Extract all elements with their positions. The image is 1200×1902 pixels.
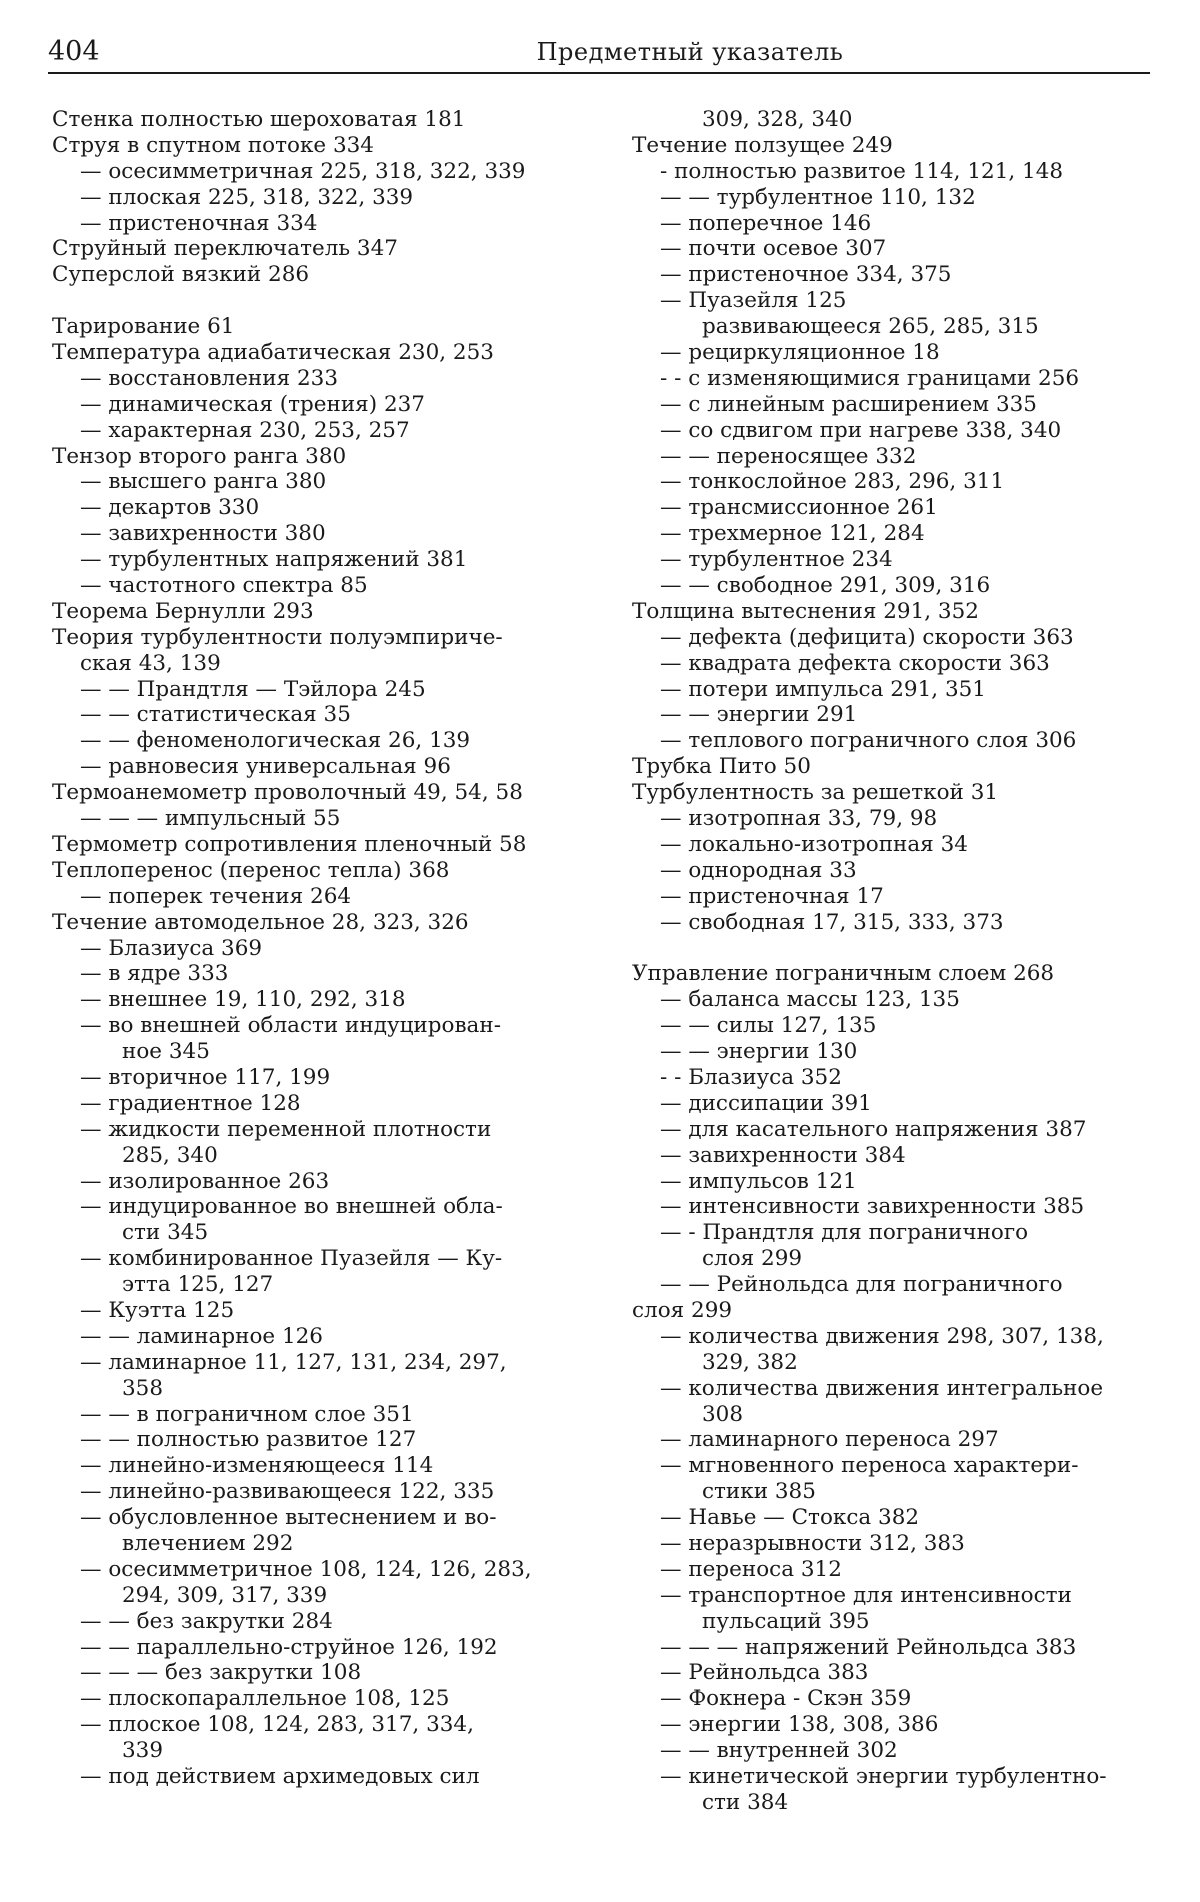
index-entry: Управление пограничным слоем 268 <box>632 961 1055 987</box>
index-entry: Суперслой вязкий 286 <box>52 262 310 288</box>
index-subentry: — динамическая (трения) 237 <box>80 391 425 417</box>
index-subentry: — — — импульсный 55 <box>80 806 341 832</box>
index-subentry: — — свободное 291, 309, 316 <box>660 573 991 599</box>
index-subentry: — рециркуляционное 18 <box>660 340 940 366</box>
index-subentry: — внешнее 19, 110, 292, 318 <box>80 987 406 1013</box>
index-entry: Толщина вытеснения 291, 352 <box>632 598 979 624</box>
index-subentry: — изотропная 33, 79, 98 <box>660 806 938 832</box>
index-subentry: — дефекта (дефицита) скорости 363 <box>660 624 1074 650</box>
index-entry: Трубка Пито 50 <box>632 754 811 780</box>
index-subentry: — линейно-изменяющееся 114 <box>80 1453 434 1479</box>
index-subentry: — плоская 225, 318, 322, 339 <box>80 184 414 210</box>
index-subentry: — - Прандтля для пограничного <box>660 1220 1029 1246</box>
index-entry: Термоанемометр проволочный 49, 54, 58 <box>52 780 523 806</box>
index-entry: Температура адиабатическая 230, 253 <box>52 340 494 366</box>
section-gap <box>52 288 562 314</box>
index-subentry: стики 385 <box>702 1479 816 1505</box>
index-subentry: 329, 382 <box>702 1349 798 1375</box>
index-subentry: — изолированное 263 <box>80 1168 330 1194</box>
index-subentry: — трансмиссионное 261 <box>660 495 938 521</box>
index-subentry: — транспортное для интенсивности <box>660 1582 1072 1608</box>
index-subentry: — количества движения 298, 307, 138, <box>660 1323 1104 1349</box>
index-subentry: — декартов 330 <box>80 495 260 521</box>
index-subentry: — градиентное 128 <box>80 1090 301 1116</box>
index-subentry: — под действием архимедовых сил <box>80 1764 480 1789</box>
index-entry: Теплоперенос (перенос тепла) 368 <box>52 857 450 883</box>
index-subentry: — пристеночная 17 <box>660 883 884 909</box>
index-subentry: — — Прандтля — Тэйлора 245 <box>80 676 426 702</box>
header-rule <box>48 72 1150 74</box>
index-subentry: — обусловленное вытеснением и во- <box>80 1505 497 1531</box>
index-subentry: — Блазиуса 369 <box>80 935 263 961</box>
index-subentry: — турбулентное 234 <box>660 547 893 573</box>
index-subentry: — трехмерное 121, 284 <box>660 521 925 547</box>
index-subentry: — частотного спектра 85 <box>80 573 368 599</box>
index-subentry: — — энергии 291 <box>660 702 858 728</box>
index-subentry: — Фокнера - Скэн 359 <box>660 1686 912 1712</box>
index-entry: Течение ползущее 249 <box>632 132 893 158</box>
index-subentry: — плоскопараллельное 108, 125 <box>80 1686 450 1712</box>
index-subentry: — однородная 33 <box>660 857 857 883</box>
index-subentry: — — внутренней 302 <box>660 1738 898 1764</box>
index-subentry: — — — напряжений Рейнольдса 383 <box>660 1634 1077 1660</box>
index-subentry: — со сдвигом при нагреве 338, 340 <box>660 417 1062 443</box>
index-subentry: — — силы 127, 135 <box>660 1013 877 1039</box>
index-entry: Тензор второго ранга 380 <box>52 443 347 469</box>
index-subentry: — импульсов 121 <box>660 1168 857 1194</box>
index-subentry: — поперечное 146 <box>660 210 872 236</box>
index-column-right <box>632 107 1144 1816</box>
index-subentry: — высшего ранга 380 <box>80 469 327 495</box>
index-entry: Струя в спутном потоке 334 <box>52 132 374 158</box>
index-entry: Термометр сопротивления пленочный 58 <box>52 831 527 857</box>
index-subentry: — осесимметричная 225, 318, 322, 339 <box>80 158 526 184</box>
index-subentry: — локально-изотропная 34 <box>660 831 968 857</box>
index-subentry: — плоское 108, 124, 283, 317, 334, <box>80 1712 474 1738</box>
running-head: Предметный указатель <box>536 38 844 66</box>
index-subentry: - полностью развитое 114, 121, 148 <box>660 158 1064 184</box>
index-subentry: — — ламинарное 126 <box>80 1323 323 1349</box>
index-subentry: — с линейным расширением 335 <box>660 391 1037 417</box>
index-subentry: — баланса массы 123, 135 <box>660 987 960 1013</box>
index-subentry: — кинетической энергии турбулентно- <box>660 1764 1107 1789</box>
index-subentry: 285, 340 <box>122 1142 218 1168</box>
index-subentry: — в ядре 333 <box>80 961 229 987</box>
index-entry: Турбулентность за решеткой 31 <box>632 780 999 806</box>
index-column-left <box>52 107 562 1790</box>
index-subentry: 309, 328, 340 <box>702 107 853 132</box>
index-subentry: — — турбулентное 110, 132 <box>660 184 976 210</box>
index-subentry: — — полностью развитое 127 <box>80 1427 417 1453</box>
index-subentry: 308 <box>702 1401 744 1427</box>
index-subentry: — теплового пограничного слоя 306 <box>660 728 1077 754</box>
index-subentry: — — — без закрутки 108 <box>80 1660 362 1686</box>
index-subentry: — вторичное 117, 199 <box>80 1064 331 1090</box>
index-subentry: — свободная 17, 315, 333, 373 <box>660 909 1004 935</box>
index-subentry: — — Рейнольдса для пограничного <box>660 1272 1063 1298</box>
index-subentry: — почти осевое 307 <box>660 236 887 262</box>
index-subentry: — поперек течения 264 <box>80 883 352 909</box>
index-subentry: — Рейнольдса 383 <box>660 1660 869 1686</box>
index-entry: Течение автомодельное 28, 323, 326 <box>52 909 469 935</box>
index-subentry: сти 345 <box>122 1220 209 1246</box>
index-subentry: сти 384 <box>702 1789 789 1815</box>
index-subentry: влечением 292 <box>122 1530 294 1556</box>
index-subentry: — восстановления 233 <box>80 365 339 391</box>
index-subentry: — индуцированное во внешней обла- <box>80 1194 503 1220</box>
index-subentry: — комбинированное Пуазейля — Ку- <box>80 1246 503 1272</box>
index-subentry: — Навье — Стокса 382 <box>660 1505 920 1531</box>
index-subentry: — — параллельно-струйное 126, 192 <box>80 1634 498 1660</box>
index-entry: Теория турбулентности полуэмпириче- <box>52 624 503 650</box>
index-subentry: — пристеночная 334 <box>80 210 318 236</box>
index-subentry: — осесимметричное 108, 124, 126, 283, <box>80 1556 532 1582</box>
index-subentry: — — феноменологическая 26, 139 <box>80 728 471 754</box>
index-entry: Тарирование 61 <box>52 314 235 340</box>
index-subentry: ное 345 <box>122 1039 210 1065</box>
index-subentry: — турбулентных напряжений 381 <box>80 547 468 573</box>
index-subentry: пульсаций 395 <box>702 1608 870 1634</box>
index-subentry: — ламинарного переноса 297 <box>660 1427 999 1453</box>
index-subentry: — ламинарное 11, 127, 131, 234, 297, <box>80 1349 507 1375</box>
index-subentry: — Куэтта 125 <box>80 1297 235 1323</box>
index-subentry: 358 <box>122 1375 164 1401</box>
index-subentry: — потери импульса 291, 351 <box>660 676 986 702</box>
index-subentry: — тонкослойное 283, 296, 311 <box>660 469 1005 495</box>
section-gap <box>632 936 1144 962</box>
page-number: 404 <box>48 36 100 67</box>
index-subentry: — — переносящее 332 <box>660 443 917 469</box>
index-subentry: — диссипации 391 <box>660 1090 872 1116</box>
index-subentry: ская 43, 139 <box>80 650 221 676</box>
index-subentry: — квадрата дефекта скорости 363 <box>660 650 1050 676</box>
index-subentry: — завихренности 384 <box>660 1142 906 1168</box>
index-entry: слоя 299 <box>632 1297 733 1323</box>
index-subentry: 339 <box>122 1738 164 1764</box>
index-subentry: 294, 309, 317, 339 <box>122 1582 328 1608</box>
index-entry: Теорема Бернулли 293 <box>52 598 314 624</box>
index-entry: Струйный переключатель 347 <box>52 236 398 262</box>
index-subentry: слоя 299 <box>702 1246 803 1272</box>
index-entry: Стенка полностью шероховатая 181 <box>52 107 466 132</box>
index-subentry: этта 125, 127 <box>122 1272 274 1298</box>
index-subentry: — пристеночное 334, 375 <box>660 262 952 288</box>
index-subentry: — для касательного напряжения 387 <box>660 1116 1087 1142</box>
index-subentry: — — энергии 130 <box>660 1039 858 1065</box>
index-subentry: - - Блазиуса 352 <box>660 1064 842 1090</box>
index-subentry: — — статистическая 35 <box>80 702 351 728</box>
index-subentry: — количества движения интегральное <box>660 1375 1104 1401</box>
index-subentry: — равновесия универсальная 96 <box>80 754 451 780</box>
index-subentry: — интенсивности завихренности 385 <box>660 1194 1085 1220</box>
index-subentry: — линейно-развивающееся 122, 335 <box>80 1479 495 1505</box>
index-subentry: — Пуазейля 125 <box>660 288 847 314</box>
index-subentry: — жидкости переменной плотности <box>80 1116 492 1142</box>
index-subentry: — неразрывности 312, 383 <box>660 1530 965 1556</box>
index-subentry: — энергии 138, 308, 386 <box>660 1712 939 1738</box>
index-subentry: — характерная 230, 253, 257 <box>80 417 410 443</box>
index-subentry: — переноса 312 <box>660 1556 842 1582</box>
index-subentry: — во внешней области индуцирован- <box>80 1013 501 1039</box>
index-subentry: — мгновенного переноса характери- <box>660 1453 1079 1479</box>
index-subentry: развивающееся 265, 285, 315 <box>702 314 1039 340</box>
index-subentry: — — без закрутки 284 <box>80 1608 333 1634</box>
index-subentry: — — в пограничном слое 351 <box>80 1401 414 1427</box>
index-subentry: — завихренности 380 <box>80 521 326 547</box>
index-subentry: - - с изменяющимися границами 256 <box>660 365 1080 391</box>
